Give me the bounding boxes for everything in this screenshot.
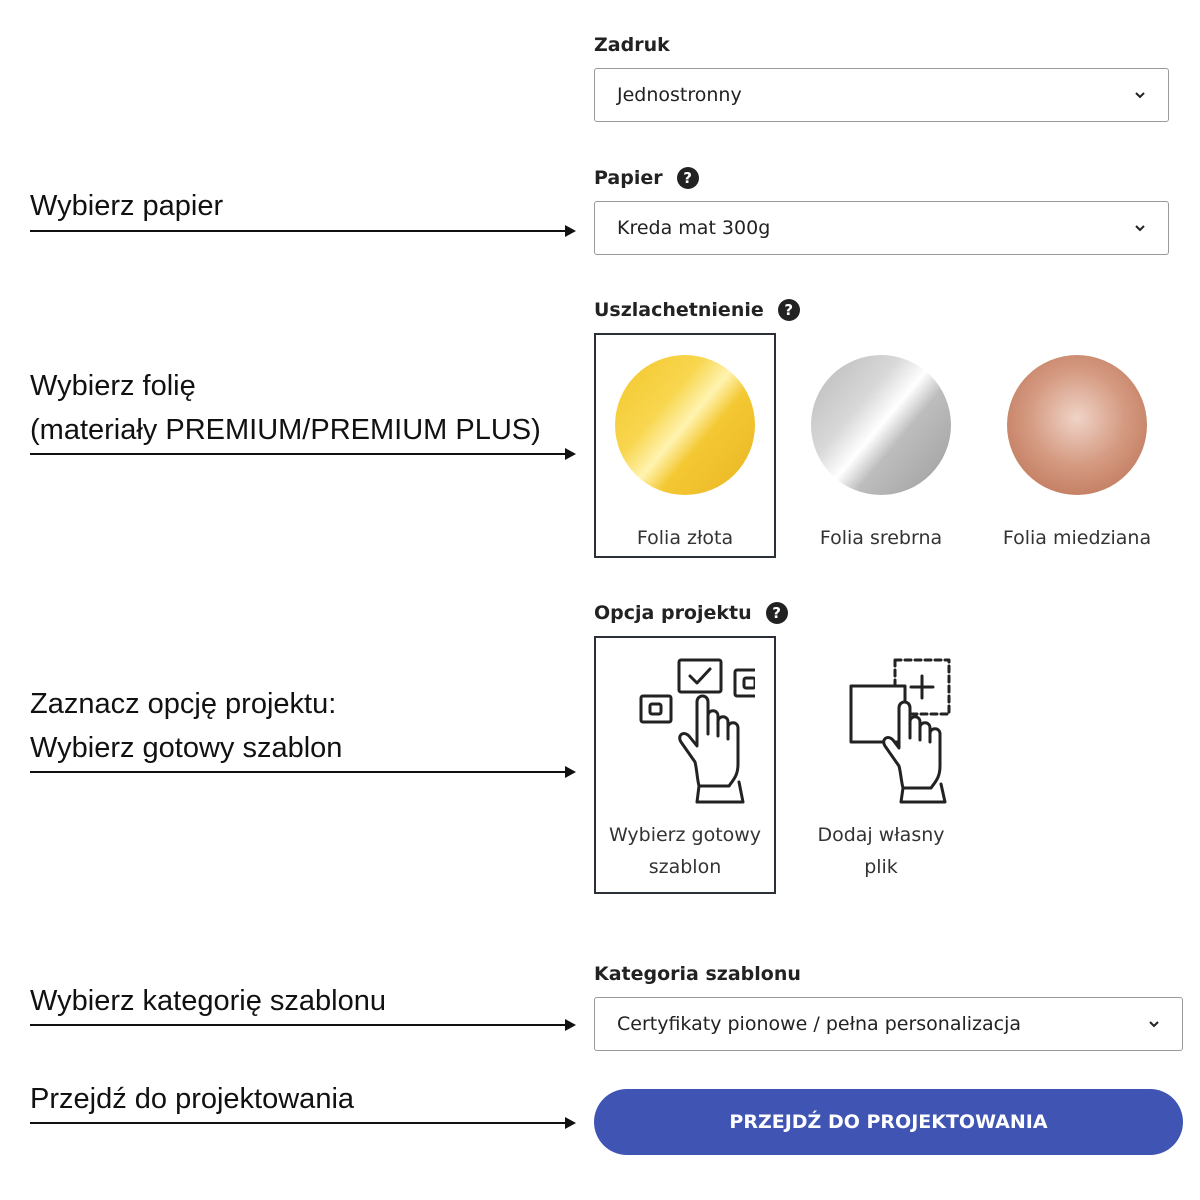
annotation-design: Przejdź do projektowania — [30, 1083, 355, 1115]
go-to-design-button[interactable]: PRZEJDŹ DO PROJEKTOWANIA — [594, 1089, 1183, 1155]
opcja-projektu-label: Opcja projektu ? — [594, 600, 788, 626]
help-icon[interactable]: ? — [766, 602, 788, 624]
chevron-down-icon — [1148, 1018, 1160, 1030]
kategoria-label: Kategoria szablonu — [594, 963, 801, 985]
zadruk-value: Jednostronny — [617, 84, 742, 106]
annotation-category: Wybierz kategorię szablonu — [30, 985, 386, 1017]
foil-option-label: Folia złota — [636, 527, 734, 549]
help-icon[interactable]: ? — [778, 299, 800, 321]
kategoria-value: Certyfikaty pionowe / pełna personalizacja — [617, 1013, 1022, 1035]
copper-foil-swatch — [1007, 355, 1147, 495]
gold-foil-swatch — [615, 355, 755, 495]
select-template-icon — [615, 654, 755, 804]
foil-option-silver[interactable] — [790, 333, 972, 558]
annotation-arrow-design — [30, 1117, 576, 1129]
annotation-paper: Wybierz papier — [30, 190, 224, 222]
annotation-option-line2: Wybierz gotowy szablon — [30, 732, 343, 764]
zadruk-label: Zadruk — [594, 34, 670, 56]
zadruk-select[interactable] — [594, 68, 1169, 122]
annotation-arrow-foil — [30, 448, 576, 460]
chevron-down-icon — [1134, 222, 1146, 234]
papier-select[interactable] — [594, 201, 1169, 255]
papier-value: Kreda mat 300g — [617, 217, 771, 239]
chevron-down-icon — [1134, 89, 1146, 101]
annotation-option-line1: Zaznacz opcję projektu: — [30, 688, 337, 720]
help-icon[interactable]: ? — [677, 167, 699, 189]
project-option-template[interactable] — [594, 636, 776, 894]
foil-option-copper[interactable] — [986, 333, 1168, 558]
project-option-label-line1: Wybierz gotowy — [608, 824, 762, 846]
project-option-label-line2: plik — [864, 856, 898, 878]
uszlachetnienie-label: Uszlachetnienie ? — [594, 297, 800, 323]
annotation-arrow-category — [30, 1019, 576, 1031]
papier-label: Papier ? — [594, 165, 699, 191]
foil-option-gold[interactable] — [594, 333, 776, 558]
project-option-label-line2: szablon — [648, 856, 722, 878]
foil-option-label: Folia srebrna — [819, 527, 943, 549]
annotation-arrow-paper — [30, 225, 576, 237]
project-option-label-line1: Dodaj własny — [817, 824, 945, 846]
annotation-foil-line1: Wybierz folię — [30, 370, 196, 402]
project-option-upload[interactable] — [790, 636, 972, 894]
silver-foil-swatch — [811, 355, 951, 495]
upload-file-icon — [811, 654, 951, 804]
annotation-foil-line2: (materiały PREMIUM/PREMIUM PLUS) — [30, 414, 541, 446]
foil-option-label: Folia miedziana — [1002, 527, 1152, 549]
annotation-arrow-option — [30, 766, 576, 778]
kategoria-select[interactable] — [594, 997, 1183, 1051]
